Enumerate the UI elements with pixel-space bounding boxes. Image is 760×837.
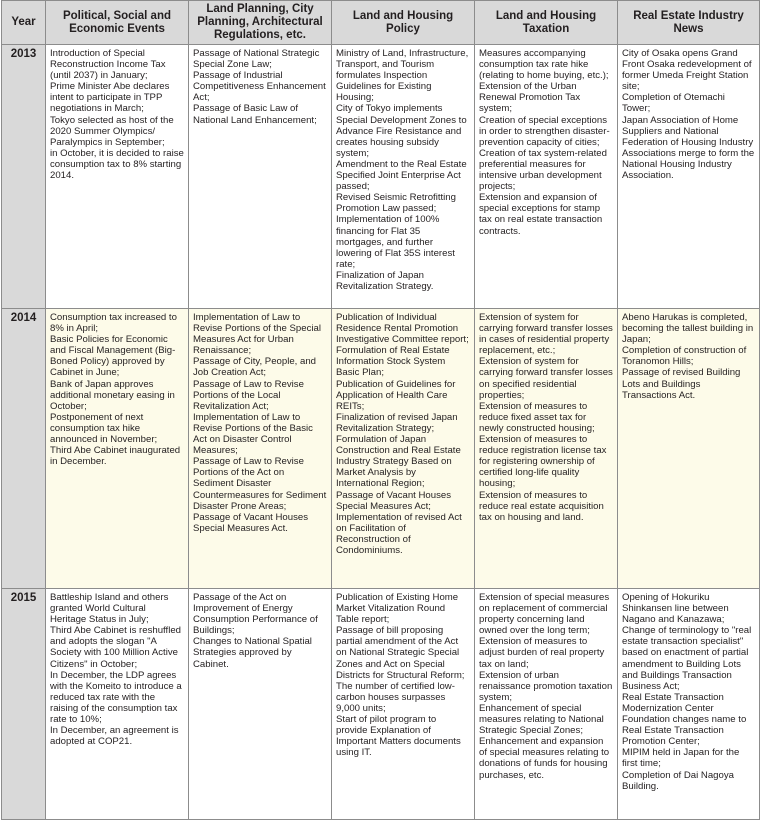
industry-news-cell — [618, 589, 760, 820]
cell-entry: Prime Minister Abe declares intent to participate in TPP negotiations in March; — [50, 81, 170, 115]
housing-policy-cell — [332, 309, 475, 589]
cell-entry: Real Estate Transaction Modernization Center Foundation changes name to Real Estate Transaction Promotion Center; — [622, 691, 747, 748]
cell-entry: Measures accompanying consumption tax rate hike (relating to home buying, etc.); — [479, 48, 609, 82]
cell-entry: Extension of urban renaissance promotion taxation system; — [479, 669, 613, 703]
year-cell: 2013 — [2, 45, 46, 309]
cell-entry: Basic Policies for Economic and Fiscal Management (Big-Boned Policy) approved by Cabinet in June; — [50, 334, 176, 379]
header-row — [2, 1, 760, 45]
table-body — [2, 45, 760, 820]
column-header-housing-taxation: Land and Housing Taxation — [475, 1, 618, 45]
cell-entry: Introduction of Special Reconstruction Income Tax (until 2037) in January; — [50, 48, 166, 82]
column-header-political-events: Political, Social and Economic Events — [46, 1, 189, 45]
cell-entry: Implementation of 100% financing for Flat 35 mortgages, and further lowering of Flat 35S interest rate; — [336, 214, 455, 270]
cell-entry: in October, it is decided to raise consumption tax to 8% starting 2014. — [50, 147, 184, 182]
cell-entry: City of Osaka opens Grand Front Osaka redevelopment of former Umeda Freight Station site; — [622, 48, 752, 93]
table-row — [2, 589, 760, 820]
column-header-year: Year — [2, 1, 46, 45]
political-events-cell — [46, 309, 189, 589]
cell-entry: Passage of Law to Revise Portions of the Act on Sediment Disaster Countermeasures for Sediment Disaster Prone Areas; — [193, 456, 327, 512]
table-row — [2, 309, 760, 589]
column-header-housing-policy: Land and Housing Policy — [332, 1, 475, 45]
cell-entry: Amendment to the Real Estate Specified Joint Enterprise Act passed; — [336, 158, 467, 193]
cell-entry: Tokyo selected as host of the 2020 Summer Olympics/ Paralympics in September; — [50, 114, 174, 148]
cell-entry: Publication of Guidelines for Application of Health Care REITs; — [336, 378, 456, 412]
cell-entry: Extension of measures to adjust burden of real property tax on land; — [479, 636, 605, 670]
cell-entry: Passage of National Strategic Special Zone Law; — [193, 48, 320, 71]
industry-news-cell — [618, 45, 760, 309]
cell-entry: Finalization of Japan Revitalization Strategy. — [336, 269, 434, 292]
cell-entry: Passage of City, People, and Job Creation Act; — [193, 356, 317, 379]
cell-entry: Implementation of Law to Revise Portions of the Basic Act on Disaster Control Measures; — [193, 411, 313, 457]
table-row — [2, 45, 760, 309]
cell-entry: Start of pilot program to provide Explanation of Important Matters documents using IT. — [336, 714, 461, 759]
cell-entry: Extension and expansion of special exceptions for stamp tax on real estate transaction contracts. — [479, 192, 603, 237]
cell-entry: Extension of measures to reduce registration license tax for registering ownership of certified long-life quality housing; — [479, 434, 607, 490]
cell-entry: Creation of special exceptions in order to strengthen disaster-prevention capacity of cities; — [479, 114, 610, 148]
cell-entry: Finalization of revised Japan Revitalization Strategy; — [336, 411, 458, 434]
cell-entry: Change of terminology to "real estate transaction specialist" based on enactment of partial amendment to Building Lots and Buildings Transaction Business Act; — [622, 625, 752, 692]
cell-entry: Changes to National Spatial Strategies approved by Cabinet. — [193, 636, 312, 670]
housing-policy-cell — [332, 45, 475, 309]
column-header-land-planning: Land Planning, City Planning, Architectural Regulations, etc. — [189, 1, 332, 45]
cell-entry: Publication of Existing Home Market Vitalization Round Table report; — [336, 592, 459, 626]
cell-entry: Abeno Harukas is completed, becoming the tallest building in Japan; — [622, 312, 754, 346]
cell-entry: Passage of Basic Law of National Land Enhancement; — [193, 103, 317, 126]
housing-policy-cell — [332, 589, 475, 820]
housing-taxation-cell — [475, 589, 618, 820]
cell-entry: Creation of tax system-related preferential measures for intensive urban development projects; — [479, 147, 607, 193]
column-header-industry-news: Real Estate Industry News — [618, 1, 760, 45]
cell-entry: Completion of Otemachi Tower; — [622, 92, 725, 115]
cell-entry: Extension of system for carrying forward transfer losses in cases of residential property replacement, etc.; — [479, 312, 613, 357]
political-events-cell — [46, 45, 189, 309]
cell-entry: Consumption tax increased to 8% in April; — [50, 312, 177, 335]
cell-entry: The number of certified low-carbon houses surpasses 9,000 units; — [336, 680, 455, 714]
cell-entry: Passage of bill proposing partial amendment of the Act on National Strategic Special Zones and Act on Special Districts for Structural Reform; — [336, 625, 465, 681]
cell-entry: Enhancement of special measures relating to National Strategic Special Zones; — [479, 702, 604, 737]
cell-entry: Bank of Japan approves additional monetary easing in October; — [50, 378, 175, 412]
land-planning-cell — [189, 309, 332, 589]
cell-entry: Publication of Individual Residence Rental Promotion Investigative Committee report; — [336, 312, 469, 346]
cell-entry: Passage of the Act on Improvement of Energy Consumption Performance of Buildings; — [193, 592, 318, 637]
cell-entry: Completion of construction of Toranomon Hills; — [622, 345, 747, 368]
cell-entry: Formulation of Real Estate Information Stock System Basic Plan; — [336, 345, 450, 379]
cell-entry: Passage of Industrial Competitiveness Enhancement Act; — [193, 70, 326, 104]
cell-entry: Implementation of revised Act on Facilitation of Reconstruction of Condominiums. — [336, 511, 462, 556]
cell-entry: Extension of special measures on replacement of commercial property concerning land owned over the long term; — [479, 592, 610, 637]
cell-entry: City of Tokyo implements Special Development Zones to Advance Fire Resistance and creates housing subsidy system; — [336, 103, 467, 159]
cell-entry: MIPIM held in Japan for the first time; — [622, 747, 740, 770]
cell-entry: In December, the LDP agrees with the Komeito to introduce a reduced tax rate with the raising of the consumption tax rate to 10%; — [50, 669, 182, 726]
cell-entry: Extension of the Urban Renewal Promotion Tax system; — [479, 81, 581, 115]
cell-entry: Completion of Dai Nagoya Building. — [622, 769, 734, 792]
housing-taxation-cell — [475, 45, 618, 309]
cell-entry: Passage of revised Building Lots and Buildings Transactions Act. — [622, 367, 741, 401]
cell-entry: Formulation of Japan Construction and Real Estate Industry Strategy Based on Market Analysis by International Region; — [336, 434, 461, 490]
cell-entry: In December, an agreement is adopted at COP21. — [50, 725, 179, 748]
cell-entry: Opening of Hokuriku Shinkansen line between Nagano and Kanazawa; — [622, 592, 729, 626]
cell-entry: Third Abe Cabinet is reshuffled and adopts the slogan "A Society with 100 Million Active Citizens" in October; — [50, 625, 182, 670]
cell-entry: Japan Association of Home Suppliers and National Federation of Housing Industry Associations merge to form the National Housing Industry Association. — [622, 114, 755, 182]
cell-entry: Third Abe Cabinet inaugurated in December. — [50, 445, 181, 468]
cell-entry: Revised Seismic Retrofitting Promotion Law passed; — [336, 192, 456, 215]
cell-entry: Battleship Island and others granted World Cultural Heritage Status in July; — [50, 592, 169, 626]
cell-entry: Ministry of Land, Infrastructure, Transport, and Tourism formulates Inspection Guidelines for Existing Housing; — [336, 48, 469, 104]
cell-entry: Extension of system for carrying forward transfer losses on specified residential properties; — [479, 356, 613, 401]
cell-entry: Implementation of Law to Revise Portions of the Special Measures Act for Urban Renaissance; — [193, 312, 321, 357]
land-planning-cell — [189, 45, 332, 309]
cell-entry: Passage of Vacant Houses Special Measures Act; — [336, 489, 452, 512]
year-cell: 2015 — [2, 589, 46, 820]
land-planning-cell — [189, 589, 332, 820]
cell-entry: Passage of Vacant Houses Special Measures Act. — [193, 511, 309, 534]
timeline-table — [1, 0, 760, 820]
housing-taxation-cell — [475, 309, 618, 589]
cell-entry: Passage of Law to Revise Portions of the Local Revitalization Act; — [193, 378, 304, 412]
year-cell: 2014 — [2, 309, 46, 589]
cell-entry: Postponement of next consumption tax hike announced in November; — [50, 411, 158, 446]
industry-news-cell — [618, 309, 760, 589]
cell-entry: Enhancement and expansion of special measures relating to donations of funds for housing purchases, etc. — [479, 736, 610, 781]
cell-entry: Extension of measures to reduce real estate acquisition tax on housing and land. — [479, 489, 604, 523]
cell-entry: Extension of measures to reduce fixed asset tax for newly constructed housing; — [479, 400, 595, 434]
political-events-cell — [46, 589, 189, 820]
